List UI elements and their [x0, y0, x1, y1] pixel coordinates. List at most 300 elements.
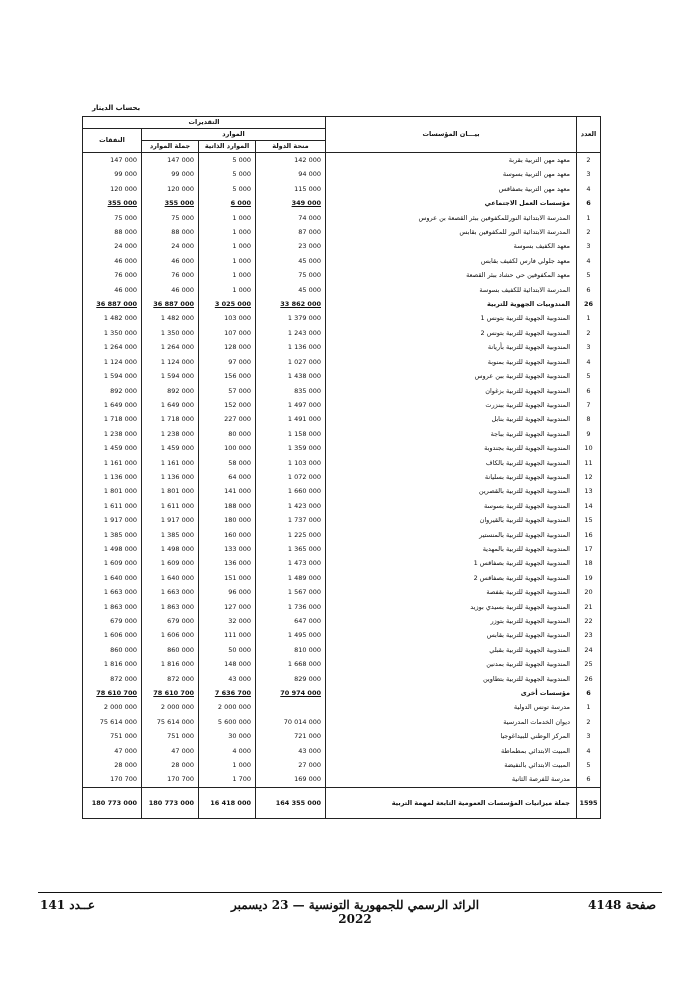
expenses-cell: 892 000 — [83, 384, 142, 398]
table-row — [83, 355, 601, 369]
state-grant-cell: 45 000 — [256, 254, 326, 268]
table-row — [83, 628, 601, 642]
own-resources-cell: 128 000 — [199, 340, 256, 354]
own-resources-cell: 1 000 — [199, 758, 256, 772]
total-resources-cell: 1 594 000 — [142, 369, 199, 383]
institution-name-cell: معهد مهن التربية بسوسة — [326, 167, 577, 181]
total-resources-cell: 1 482 000 — [142, 311, 199, 325]
total-resources-cell: 1 606 000 — [142, 628, 199, 642]
expenses-cell: 1 161 000 — [83, 456, 142, 470]
total-resources-cell: 1 640 000 — [142, 571, 199, 585]
state-grant-cell: 1 497 000 — [256, 398, 326, 412]
own-resources-cell: 1 000 — [199, 268, 256, 282]
state-grant-cell: 835 000 — [256, 384, 326, 398]
number-cell: 11 — [577, 456, 601, 470]
own-resources-cell: 1 000 — [199, 283, 256, 297]
own-resources-cell: 5 000 — [199, 182, 256, 196]
institution-name-cell: المندوبية الجهوية للتربية بسيدي بوزيد — [326, 600, 577, 614]
own-resources-cell: 1 000 — [199, 211, 256, 225]
number-cell: 18 — [577, 556, 601, 570]
total-resources-cell: 1 609 000 — [142, 556, 199, 570]
state-grant-cell: 70 974 000 — [280, 689, 321, 698]
own-resources-cell: 5 600 000 — [199, 715, 256, 729]
state-grant-cell: 45 000 — [256, 283, 326, 297]
table-row — [83, 614, 601, 628]
number-cell: 1 — [577, 700, 601, 714]
own-resources-cell: 5 000 — [199, 167, 256, 181]
header-resources: الموارد — [142, 129, 326, 141]
number-cell: 17 — [577, 542, 601, 556]
table-row — [83, 427, 601, 441]
table-row — [83, 412, 601, 426]
number-cell: 4 — [577, 744, 601, 758]
own-resources-cell: 96 000 — [199, 585, 256, 599]
total-resources-cell: 355 000 — [164, 199, 194, 208]
own-resources-cell: 97 000 — [199, 355, 256, 369]
number-cell: 19 — [577, 571, 601, 585]
institution-name-cell: المندوبية الجهوية للتربية بقفصة — [326, 585, 577, 599]
number-cell: 14 — [577, 499, 601, 513]
state-grant-cell: 1 243 000 — [256, 326, 326, 340]
institution-name-cell: المندوبية الجهوية للتربية بمنوبة — [326, 355, 577, 369]
state-grant-cell: 27 000 — [256, 758, 326, 772]
expenses-cell: 1 124 000 — [83, 355, 142, 369]
institution-name-cell: المندوبية الجهوية للتربية بالمنستير — [326, 528, 577, 542]
state-grant-cell: 115 000 — [256, 182, 326, 196]
own-resources-cell: 156 000 — [199, 369, 256, 383]
number-cell: 3 — [577, 167, 601, 181]
table-row — [83, 456, 601, 470]
number-cell: 2 — [577, 715, 601, 729]
expenses-cell: 1 801 000 — [83, 484, 142, 498]
state-grant-cell: 1 158 000 — [256, 427, 326, 441]
institution-name-cell: مؤسسات أخرى — [326, 686, 577, 700]
expenses-cell: 1 663 000 — [83, 585, 142, 599]
table-row — [83, 744, 601, 758]
own-resources-cell: 32 000 — [199, 614, 256, 628]
number-cell: 6 — [577, 384, 601, 398]
state-grant-cell: 1 736 000 — [256, 600, 326, 614]
total-resources-cell: 1 459 000 — [142, 441, 199, 455]
number-cell: 4 — [577, 254, 601, 268]
institution-name-cell: المندوبية الجهوية للتربية بصفاقس 1 — [326, 556, 577, 570]
own-resources-cell: 100 000 — [199, 441, 256, 455]
institution-name-cell: المندوبية الجهوية للتربية بتوزر — [326, 614, 577, 628]
total-own-resources-cell: 16 418 000 — [199, 787, 256, 818]
total-row — [83, 787, 601, 818]
table-row — [83, 715, 601, 729]
expenses-cell: 28 000 — [83, 758, 142, 772]
institution-name-cell: المندوبية الجهوية للتربية بتونس 1 — [326, 311, 577, 325]
number-cell: 20 — [577, 585, 601, 599]
institution-name-cell: المندوبية الجهوية للتربية بتطاوين — [326, 672, 577, 686]
table-row — [83, 600, 601, 614]
number-cell: 9 — [577, 427, 601, 441]
institution-name-cell: المندوبية الجهوية للتربية بالمهدية — [326, 542, 577, 556]
table-row — [83, 441, 601, 455]
state-grant-cell: 1 365 000 — [256, 542, 326, 556]
state-grant-cell: 1 495 000 — [256, 628, 326, 642]
table-row — [83, 254, 601, 268]
expenses-cell: 1 264 000 — [83, 340, 142, 354]
total-resources-cell: 1 161 000 — [142, 456, 199, 470]
total-resources-cell: 860 000 — [142, 643, 199, 657]
total-resources-cell: 892 000 — [142, 384, 199, 398]
expenses-cell: 860 000 — [83, 643, 142, 657]
header-own-resources: الموارد الذاتية — [199, 141, 256, 153]
institution-name-cell: مدرسة تونس الدولية — [326, 700, 577, 714]
own-resources-cell: 80 000 — [199, 427, 256, 441]
institution-name-cell: معهد المكفوفين حي حشاد ببئر القصعة — [326, 268, 577, 282]
table-row — [83, 758, 601, 772]
total-resources-cell: 47 000 — [142, 744, 199, 758]
expenses-cell: 1 649 000 — [83, 398, 142, 412]
table-row — [83, 384, 601, 398]
institution-name-cell: المندوبية الجهوية للتربية ببن عروس — [326, 369, 577, 383]
own-resources-cell: 2 000 000 — [199, 700, 256, 714]
expenses-cell: 872 000 — [83, 672, 142, 686]
total-resources-cell: 872 000 — [142, 672, 199, 686]
expenses-cell: 1 350 000 — [83, 326, 142, 340]
table-row — [83, 700, 601, 714]
table-row — [83, 268, 601, 282]
institution-name-cell: المندوبية الجهوية للتربية بقبلي — [326, 643, 577, 657]
expenses-cell: 1 640 000 — [83, 571, 142, 585]
own-resources-cell: 50 000 — [199, 643, 256, 657]
state-grant-cell: 1 660 000 — [256, 484, 326, 498]
expenses-cell: 170 700 — [83, 772, 142, 787]
own-resources-cell: 136 000 — [199, 556, 256, 570]
table-row — [83, 211, 601, 225]
table-row — [83, 239, 601, 253]
number-cell: 23 — [577, 628, 601, 642]
table-row — [83, 340, 601, 354]
number-cell: 25 — [577, 657, 601, 671]
own-resources-cell: 57 000 — [199, 384, 256, 398]
total-resources-cell: 1 663 000 — [142, 585, 199, 599]
institution-name-cell: المندوبية الجهوية للتربية بالقصرين — [326, 484, 577, 498]
state-grant-cell: 169 000 — [256, 772, 326, 787]
number-cell: 15 — [577, 513, 601, 527]
table-row — [83, 167, 601, 181]
own-resources-cell: 4 000 — [199, 744, 256, 758]
number-cell: 6 — [577, 686, 601, 700]
total-resources-cell: 170 700 — [142, 772, 199, 787]
expenses-cell: 78 610 700 — [96, 689, 137, 698]
institution-name-cell: المدرسة الابتدائية النورللمكفوفين ببئر القصعة بن عروس — [326, 211, 577, 225]
expenses-cell: 1 238 000 — [83, 427, 142, 441]
table-row — [83, 542, 601, 556]
state-grant-cell: 1 027 000 — [256, 355, 326, 369]
total-resources-cell: 1 611 000 — [142, 499, 199, 513]
own-resources-cell: 107 000 — [199, 326, 256, 340]
expenses-cell: 1 917 000 — [83, 513, 142, 527]
expenses-cell: 1 385 000 — [83, 528, 142, 542]
state-grant-cell: 33 862 000 — [280, 300, 321, 309]
state-grant-cell: 349 000 — [291, 199, 321, 208]
expenses-cell: 36 887 000 — [96, 300, 137, 309]
table-row — [83, 484, 601, 498]
number-cell: 26 — [577, 297, 601, 311]
total-resources-cell: 679 000 — [142, 614, 199, 628]
institution-name-cell: المندوبية الجهوية للتربية بسليانة — [326, 470, 577, 484]
number-cell: 5 — [577, 268, 601, 282]
footer-issue-number: عــدد 141 — [40, 898, 96, 912]
institution-name-cell: معهد مهن التربية بقربة — [326, 153, 577, 168]
total-resources-cell: 46 000 — [142, 283, 199, 297]
table-row — [83, 326, 601, 340]
number-cell: 10 — [577, 441, 601, 455]
number-cell: 2 — [577, 153, 601, 168]
state-grant-cell: 1 489 000 — [256, 571, 326, 585]
state-grant-cell: 94 000 — [256, 167, 326, 181]
state-grant-cell: 1 438 000 — [256, 369, 326, 383]
own-resources-cell: 5 000 — [199, 153, 256, 168]
expenses-cell: 1 482 000 — [83, 311, 142, 325]
institution-name-cell: معهد جلولي فارس لكفيف بقابس — [326, 254, 577, 268]
expenses-cell: 1 816 000 — [83, 657, 142, 671]
footer-divider — [38, 892, 662, 893]
header-institutions: بيـــان المؤسسات — [326, 117, 577, 153]
table-row — [83, 556, 601, 570]
table-row — [83, 513, 601, 527]
total-resources-cell: 1 238 000 — [142, 427, 199, 441]
total-resources-cell: 75 000 — [142, 211, 199, 225]
institution-name-cell: المندوبية الجهوية للتربية بتونس 2 — [326, 326, 577, 340]
total-resources-cell: 1 917 000 — [142, 513, 199, 527]
institution-name-cell: المندوبية الجهوية للتربية بباجة — [326, 427, 577, 441]
total-resources-cell: 78 610 700 — [153, 689, 194, 698]
own-resources-cell: 43 000 — [199, 672, 256, 686]
header-number: العدد — [577, 117, 601, 153]
total-resources-cell: 76 000 — [142, 268, 199, 282]
state-grant-cell: 1 423 000 — [256, 499, 326, 513]
table-header — [83, 117, 601, 153]
total-resources-cell: 1 498 000 — [142, 542, 199, 556]
expenses-cell: 1 459 000 — [83, 441, 142, 455]
table-row — [83, 369, 601, 383]
state-grant-cell: 23 000 — [256, 239, 326, 253]
state-grant-cell: 1 668 000 — [256, 657, 326, 671]
number-cell: 7 — [577, 398, 601, 412]
state-grant-cell: 810 000 — [256, 643, 326, 657]
number-cell: 3 — [577, 239, 601, 253]
total-resources-cell: 1 863 000 — [142, 600, 199, 614]
table-row — [83, 225, 601, 239]
expenses-cell: 99 000 — [83, 167, 142, 181]
state-grant-cell: 721 000 — [256, 729, 326, 743]
institution-name-cell: المندوبية الجهوية للتربية بنابل — [326, 412, 577, 426]
institution-name-cell: المندوبية الجهوية للتربية بالكاف — [326, 456, 577, 470]
total-resources-cell: 75 614 000 — [142, 715, 199, 729]
expenses-cell: 46 000 — [83, 254, 142, 268]
number-cell: 2 — [577, 225, 601, 239]
expenses-cell: 75 000 — [83, 211, 142, 225]
number-cell: 12 — [577, 470, 601, 484]
institution-name-cell: المندوبية الجهوية للتربية بأريانة — [326, 340, 577, 354]
table-body — [83, 153, 601, 819]
institution-name-cell: المندوبية الجهوية للتربية بجندوبة — [326, 441, 577, 455]
institution-name-cell: مؤسسات العمل الاجتماعي — [326, 196, 577, 210]
total-resources-cell: 1 124 000 — [142, 355, 199, 369]
number-cell: 5 — [577, 758, 601, 772]
institution-name-cell: مدرسة للفرصة الثانية — [326, 772, 577, 787]
state-grant-cell: 142 000 — [256, 153, 326, 168]
table-row — [83, 672, 601, 686]
own-resources-cell: 127 000 — [199, 600, 256, 614]
total-label-cell: جملة ميزانيات المؤسسات العمومية التابعة لمهمة التربية — [326, 787, 577, 818]
own-resources-cell: 151 000 — [199, 571, 256, 585]
total-resources-cell: 1 801 000 — [142, 484, 199, 498]
total-resources-cell: 1 649 000 — [142, 398, 199, 412]
state-grant-cell: 70 014 000 — [256, 715, 326, 729]
number-cell: 22 — [577, 614, 601, 628]
total-expenses-cell: 180 773 000 — [83, 787, 142, 818]
institution-name-cell: المندوبيات الجهوية للتربية — [326, 297, 577, 311]
own-resources-cell: 152 000 — [199, 398, 256, 412]
table-row — [83, 729, 601, 743]
expenses-cell: 46 000 — [83, 283, 142, 297]
table-row — [83, 499, 601, 513]
expenses-cell: 147 000 — [83, 153, 142, 168]
state-grant-cell: 1 379 000 — [256, 311, 326, 325]
state-grant-cell: 1 491 000 — [256, 412, 326, 426]
number-cell: 6 — [577, 196, 601, 210]
table-row — [83, 657, 601, 671]
total-resources-cell: 180 773 000 — [142, 787, 199, 818]
institution-name-cell: المندوبية الجهوية للتربية بمدنين — [326, 657, 577, 671]
table-row — [83, 571, 601, 585]
number-cell: 8 — [577, 412, 601, 426]
own-resources-cell: 188 000 — [199, 499, 256, 513]
institution-name-cell: المبيت الابتدائي بالنفيضة — [326, 758, 577, 772]
own-resources-cell: 6 000 — [230, 199, 251, 208]
group-row — [83, 196, 601, 210]
number-cell: 3 — [577, 340, 601, 354]
header-expenses: النفقات — [83, 129, 142, 153]
state-grant-cell: 1 225 000 — [256, 528, 326, 542]
expenses-cell: 1 611 000 — [83, 499, 142, 513]
institution-name-cell: المركز الوطني للبيداغوجيا — [326, 729, 577, 743]
own-resources-cell: 64 000 — [199, 470, 256, 484]
own-resources-cell: 160 000 — [199, 528, 256, 542]
expenses-cell: 1 863 000 — [83, 600, 142, 614]
own-resources-cell: 1 700 — [199, 772, 256, 787]
number-cell: 1 — [577, 211, 601, 225]
state-grant-cell: 43 000 — [256, 744, 326, 758]
total-resources-cell: 1 385 000 — [142, 528, 199, 542]
institution-name-cell: المبيت الابتدائي بمطماطة — [326, 744, 577, 758]
expenses-cell: 1 606 000 — [83, 628, 142, 642]
number-cell: 1 — [577, 311, 601, 325]
institution-name-cell: معهد الكفيف بسوسة — [326, 239, 577, 253]
expenses-cell: 2 000 000 — [83, 700, 142, 714]
own-resources-cell: 58 000 — [199, 456, 256, 470]
state-grant-cell: 1 737 000 — [256, 513, 326, 527]
table-row — [83, 528, 601, 542]
state-grant-cell: 74 000 — [256, 211, 326, 225]
state-grant-cell: 1 473 000 — [256, 556, 326, 570]
total-resources-cell: 1 136 000 — [142, 470, 199, 484]
total-resources-cell: 751 000 — [142, 729, 199, 743]
total-resources-cell: 99 000 — [142, 167, 199, 181]
expenses-cell: 355 000 — [107, 199, 137, 208]
own-resources-cell: 3 025 000 — [214, 300, 251, 309]
own-resources-cell: 1 000 — [199, 239, 256, 253]
institution-name-cell: المندوبية الجهوية للتربية ببنزرت — [326, 398, 577, 412]
own-resources-cell: 227 000 — [199, 412, 256, 426]
number-cell: 6 — [577, 772, 601, 787]
group-row — [83, 686, 601, 700]
institution-name-cell: المندوبية الجهوية للتربية بقابس — [326, 628, 577, 642]
institution-name-cell: معهد مهن التربية بصفاقس — [326, 182, 577, 196]
total-resources-cell: 1 718 000 — [142, 412, 199, 426]
own-resources-cell: 1 000 — [199, 225, 256, 239]
footer-page-number: صفحة 4148 — [588, 898, 657, 912]
number-cell: 2 — [577, 326, 601, 340]
number-cell: 5 — [577, 369, 601, 383]
expenses-cell: 24 000 — [83, 239, 142, 253]
header-total-resources: جملة الموارد — [142, 141, 199, 153]
own-resources-cell: 7 636 700 — [214, 689, 251, 698]
header-estimates: التقديرات — [83, 117, 326, 129]
institution-name-cell: المندوبية الجهوية للتربية بسوسة — [326, 499, 577, 513]
state-grant-cell: 75 000 — [256, 268, 326, 282]
state-grant-cell: 1 567 000 — [256, 585, 326, 599]
expenses-cell: 88 000 — [83, 225, 142, 239]
expenses-cell: 1 594 000 — [83, 369, 142, 383]
institution-name-cell: المندوبية الجهوية للتربية بصفاقس 2 — [326, 571, 577, 585]
table-row — [83, 283, 601, 297]
currency-unit-label: بحساب الدينار — [92, 104, 141, 112]
total-resources-cell: 2 000 000 — [142, 700, 199, 714]
expenses-cell: 1 498 000 — [83, 542, 142, 556]
table-row — [83, 643, 601, 657]
state-grant-cell: 647 000 — [256, 614, 326, 628]
expenses-cell: 47 000 — [83, 744, 142, 758]
state-grant-cell: 1 359 000 — [256, 441, 326, 455]
expenses-cell: 1 136 000 — [83, 470, 142, 484]
state-grant-cell: 1 103 000 — [256, 456, 326, 470]
expenses-cell: 75 614 000 — [83, 715, 142, 729]
number-cell: 4 — [577, 182, 601, 196]
total-state-grant-cell: 164 355 000 — [256, 787, 326, 818]
own-resources-cell: 1 000 — [199, 254, 256, 268]
state-grant-cell: 1 136 000 — [256, 340, 326, 354]
expenses-cell: 1 609 000 — [83, 556, 142, 570]
table-row — [83, 153, 601, 168]
expenses-cell: 76 000 — [83, 268, 142, 282]
state-grant-cell: 1 072 000 — [256, 470, 326, 484]
institution-name-cell: المدرسة الابتدائية للكفيف بسوسة — [326, 283, 577, 297]
table-row — [83, 182, 601, 196]
institution-name-cell: المندوبية الجهوية للتربية بزغوان — [326, 384, 577, 398]
expenses-cell: 679 000 — [83, 614, 142, 628]
state-grant-cell — [256, 700, 326, 714]
expenses-cell: 1 718 000 — [83, 412, 142, 426]
number-cell: 21 — [577, 600, 601, 614]
table-row — [83, 470, 601, 484]
table-row — [83, 311, 601, 325]
total-resources-cell: 46 000 — [142, 254, 199, 268]
number-cell: 26 — [577, 672, 601, 686]
number-cell: 16 — [577, 528, 601, 542]
number-cell: 6 — [577, 283, 601, 297]
state-grant-cell: 829 000 — [256, 672, 326, 686]
total-resources-cell: 88 000 — [142, 225, 199, 239]
own-resources-cell: 141 000 — [199, 484, 256, 498]
footer-journal-title: الرائد الرسمي للجمهورية التونسية — 23 ديسمبر 2022 — [230, 898, 480, 926]
